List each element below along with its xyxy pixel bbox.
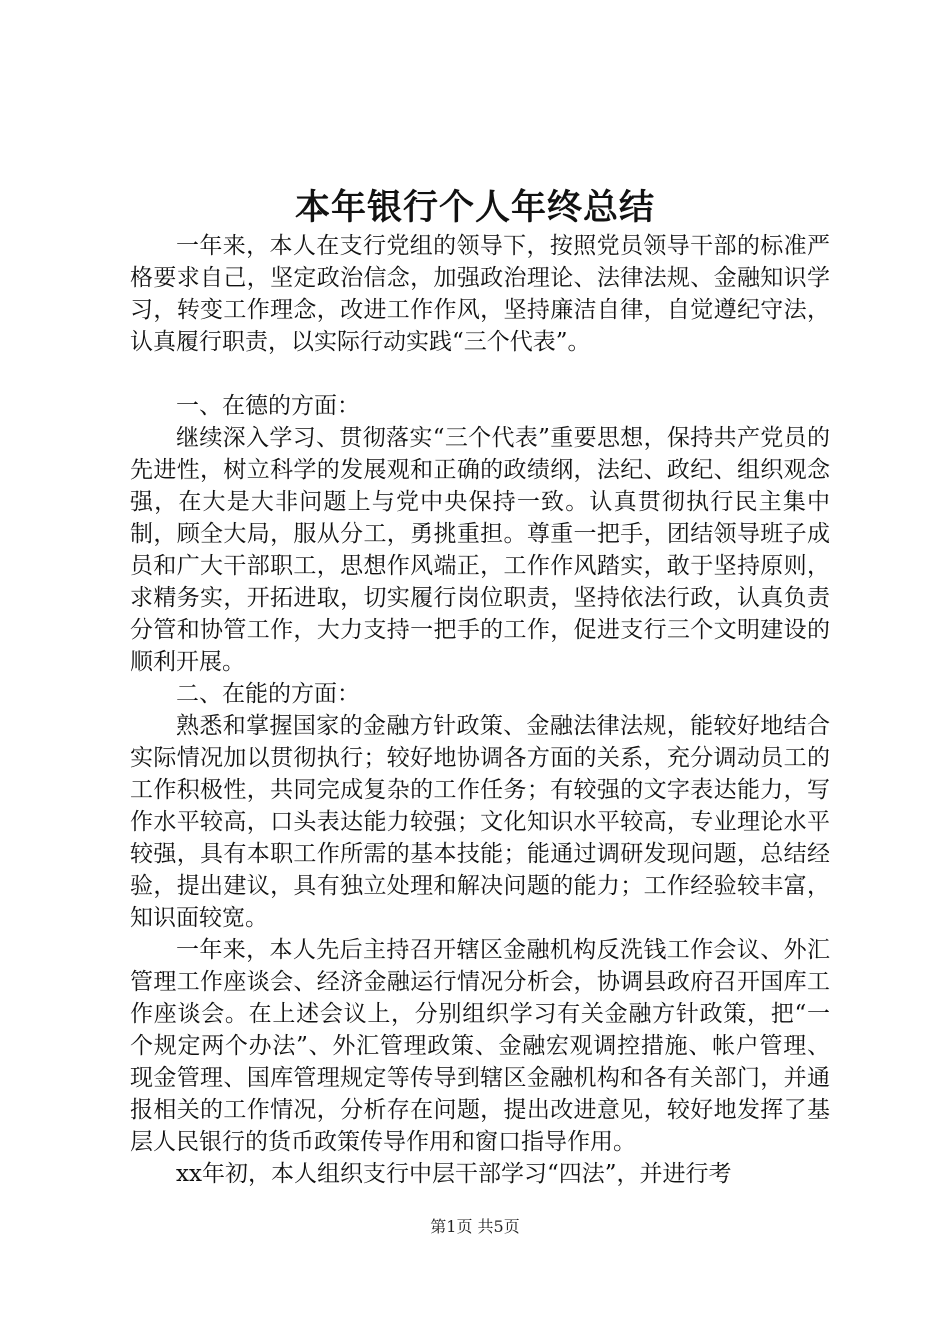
paragraph-morality: 继续深入学习、贯彻落实“三个代表”重要思想，保持共产党员的先进性，树立科学的发展观和正确的政绩纲，法纪、政纪、组织观念强，在大是大非问题上与党中央保持一致。认真贯彻执行民主集中制，顾全大局，服从分工，勇挑重担。尊重一把手，团结领导班子成员和广大干部职工，思想作风端正，工作作风踏实，敢于坚持原则，求精务实，开拓进取，切实履行岗位职责，坚持依法行政，认真负责分管和协管工作，大力支持一把手的工作，促进支行三个文明建设的顺利开展。 (130, 425, 830, 675)
document-body (130, 230, 830, 1190)
paragraph-meetings: 一年来，本人先后主持召开辖区金融机构反洗钱工作会议、外汇管理工作座谈会、经济金融运行情况分析会，协调县政府召开国库工作座谈会。在上述会议上，分别组织学习有关金融方针政策，把“一个规定两个办法”、外汇管理政策、金融宏观调控措施、帐户管理、现金管理、国库管理规定等传导到辖区金融机构和各有关部门，并通报相关的工作情况，分析存在问题，提出改进意见，较好地发挥了基层人民银行的货币政策传导作用和窗口指导作用。 (130, 937, 830, 1155)
paragraph-ability: 熟悉和掌握国家的金融方针政策、金融法律法规，能较好地结合实际情况加以贯彻执行；较好地协调各方面的关系，充分调动员工的工作积极性，共同完成复杂的工作任务；有较强的文字表达能力，写作水平较高，口头表达能力较强；文化知识水平较高，专业理论水平较强，具有本职工作所需的基本技能；能通过调研发现问题，总结经验，提出建议，具有独立处理和解决问题的能力；工作经验较丰富，知识面较宽。 (130, 713, 830, 931)
page-footer: 第1页 共5页 (430, 1217, 520, 1236)
document-title: 本年银行个人年终总结 (294, 187, 655, 228)
paragraph-intro: 一年来，本人在支行党组的领导下，按照党员领导干部的标准严格要求自己，坚定政治信念，加强政治理论、法律法规、金融知识学习，转变工作理念，改进工作作风，坚持廉洁自律，自觉遵纪守法，认真履行职责，以实际行动实践“三个代表”。 (130, 233, 830, 355)
section-heading-morality: 一、在德的方面： (176, 393, 360, 419)
section-heading-ability: 二、在能的方面： (176, 681, 360, 707)
paragraph-study: xx年初，本人组织支行中层干部学习“四法”，并进行考 (176, 1161, 732, 1187)
